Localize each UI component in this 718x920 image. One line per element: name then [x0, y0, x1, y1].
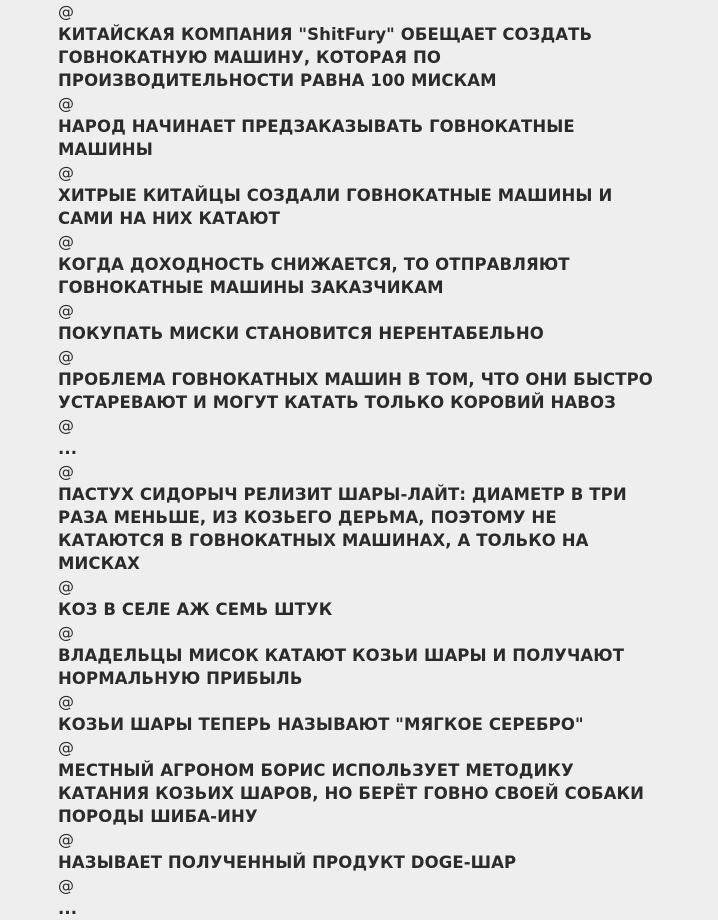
- text-line: САМИ НА НИХ КАТАЮТ: [58, 209, 280, 228]
- text-line: НАЗЫВАЕТ ПОЛУЧЕННЫЙ ПРОДУКТ DOGE-ШАР: [58, 853, 517, 872]
- at-separator: @: [58, 738, 75, 757]
- text-line: КОЗЬИ ШАРЫ ТЕПЕРЬ НАЗЫВАЮТ "МЯГКОЕ СЕРЕБРО": [58, 715, 584, 734]
- text-line: ПРОБЛЕМА ГОВНОКАТНЫХ МАШИН В ТОМ, ЧТО ОНИ БЫСТРО: [58, 370, 653, 389]
- at-separator: @: [58, 577, 75, 596]
- at-separator: @: [58, 462, 75, 481]
- at-separator: @: [58, 623, 75, 642]
- text-line: НАРОД НАЧИНАЕТ ПРЕДЗАКАЗЫВАТЬ ГОВНОКАТНЫЕ: [58, 117, 575, 136]
- at-separator: @: [58, 692, 75, 711]
- text-line: МЕСТНЫЙ АГРОНОМ БОРИС ИСПОЛЬЗУЕТ МЕТОДИКУ: [58, 761, 574, 780]
- text-line: КАТАНИЯ КОЗЬИХ ШАРОВ, НО БЕРЁТ ГОВНО СВОЕЙ СОБАКИ: [58, 784, 645, 803]
- at-separator: @: [58, 2, 75, 21]
- at-separator: @: [58, 416, 75, 435]
- text-line: МИСКАХ: [58, 554, 140, 573]
- text-line: ХИТРЫЕ КИТАЙЦЫ СОЗДАЛИ ГОВНОКАТНЫЕ МАШИНЫ И: [58, 186, 613, 205]
- at-separator: @: [58, 163, 75, 182]
- text-line: ПОКУПАТЬ МИСКИ СТАНОВИТСЯ НЕРЕНТАБЕЛЬНО: [58, 324, 544, 343]
- text-line: ГОВНОКАТНЫЕ МАШИНЫ ЗАКАЗЧИКАМ: [58, 278, 444, 297]
- text-line: ВЛАДЕЛЬЦЫ МИСОК КАТАЮТ КОЗЬИ ШАРЫ И ПОЛУЧАЮТ: [58, 646, 625, 665]
- text-line: КОГДА ДОХОДНОСТЬ СНИЖАЕТСЯ, ТО ОТПРАВЛЯЮТ: [58, 255, 570, 274]
- text-line: УСТАРЕВАЮТ И МОГУТ КАТАТЬ ТОЛЬКО КОРОВИЙ НАВОЗ: [58, 393, 616, 412]
- at-separator: @: [58, 830, 75, 849]
- text-line: МАШИНЫ: [58, 140, 153, 159]
- text-line: ПАСТУХ СИДОРЫЧ РЕЛИЗИТ ШАРЫ-ЛАЙТ: ДИАМЕТР В ТРИ: [58, 485, 627, 504]
- at-separator: @: [58, 876, 75, 895]
- text-line: ПОРОДЫ ШИБА-ИНУ: [58, 807, 258, 826]
- text-line: КОЗ В СЕЛЕ АЖ СЕМЬ ШТУК: [58, 600, 333, 619]
- at-separator: @: [58, 232, 75, 251]
- at-separator: @: [58, 94, 75, 113]
- at-separator: @: [58, 301, 75, 320]
- text-line: КАТАЮТСЯ В ГОВНОКАТНЫХ МАШИНАХ, А ТОЛЬКО НА: [58, 531, 589, 550]
- text-line: РАЗА МЕНЬШЕ, ИЗ КОЗЬЕГО ДЕРЬМА, ПОЭТОМУ НЕ: [58, 508, 557, 527]
- text-line: НОРМАЛЬНУЮ ПРИБЫЛЬ: [58, 669, 303, 688]
- text-block: [58, 0, 708, 920]
- ellipsis-line: ...: [58, 899, 78, 918]
- text-line: ПРОИЗВОДИТЕЛЬНОСТИ РАВНА 100 МИСКАМ: [58, 71, 497, 90]
- at-separator: @: [58, 347, 75, 366]
- ellipsis-line: ...: [58, 439, 78, 458]
- text-line: КИТАЙСКАЯ КОМПАНИЯ "ShitFury" ОБЕЩАЕТ СОЗДАТЬ: [58, 25, 593, 44]
- text-line: ГОВНОКАТНУЮ МАШИНУ, КОТОРАЯ ПО: [58, 48, 441, 67]
